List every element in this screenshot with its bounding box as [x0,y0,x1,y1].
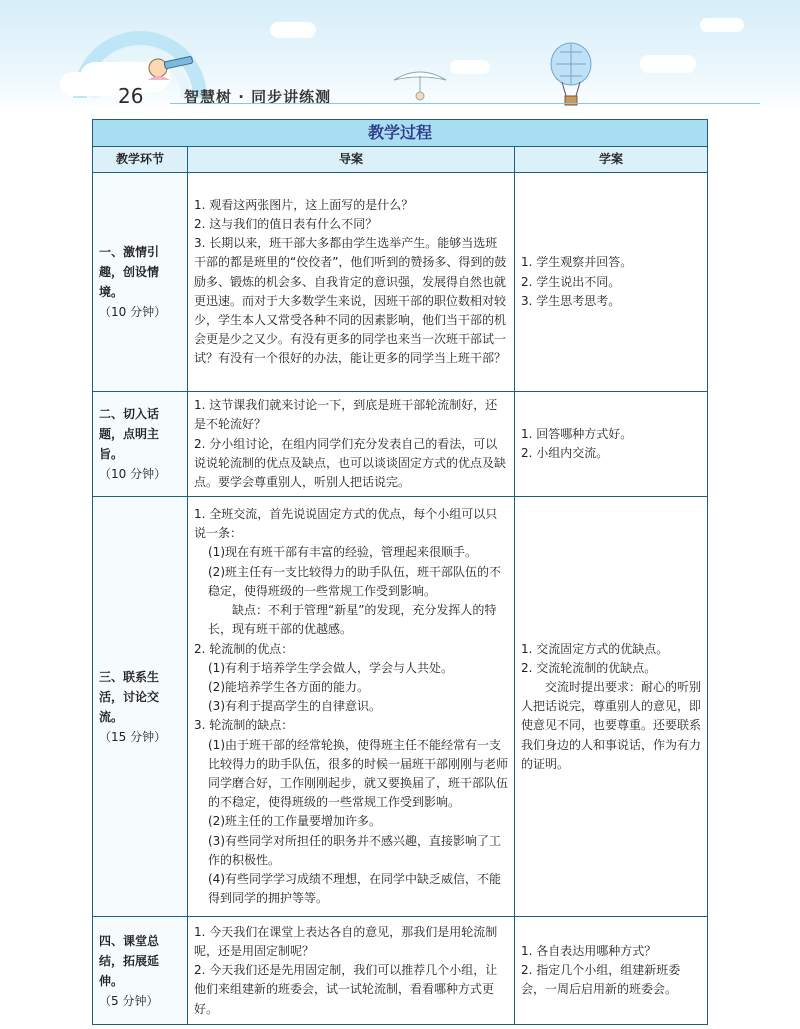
guide-item: 3. 长期以来，班干部大多都由学生选举产生。能够当选班干部的都是班里的“佼佼者”，他们听到的赞扬多、得到的鼓励多、锻炼的机会多、自我肯定的意识强，发展得自然也就更迅速。而对于大多数学生来说，因班干部的职位数相对较少，学生本人又常受各种不同的因素影响，他们当干部的机会更是少之又少。有没有更多的同学也来当一次班干部试一试？有没有一个很好的办法，能让更多的同学当上班干部？ [194,236,507,366]
child-telescope-icon [140,50,200,90]
step-label: 二、切入话题，点明主旨。 [99,407,160,462]
guide-cell [188,173,515,392]
guide-item: 1. 今天我们在课堂上表达各自的意见，那我们是用轮流制呢，还是用固定制呢？ [194,924,498,958]
column-header-study: 学案 [515,147,708,173]
guide-subitem: (4)有些同学学习成绩不理想，在同学中缺乏威信，不能得到同学的拥护等等。 [208,871,502,906]
step-label: 三、联系生活，讨论交流。 [99,669,160,724]
cloud-decoration [270,22,316,38]
header-divider [170,103,760,104]
cloud-decoration [700,18,744,32]
step-cell [93,917,188,1025]
guide-item: 1. 这节课我们就来讨论一下，到底是班干部轮流制好，还是不轮流好？ [194,398,498,432]
step-cell [93,497,188,917]
guide-cell [188,392,515,497]
guide-subitem: (2)班主任有一支比较得力的助手队伍，班干部队伍的不稳定，使得班级的一些常规工作受到影响。 [208,564,502,598]
step-time: （10 分钟） [99,305,167,320]
study-item: 1. 学生观察并回答。 [521,255,633,270]
guide-item: 3. 轮流制的缺点： [194,718,294,733]
cloud-decoration [60,72,120,96]
study-item: 2. 指定几个小组，组建新班委会，一周后启用新的班委会。 [521,963,681,997]
guide-subitem: (2)能培养学生各方面的能力。 [208,679,369,694]
step-label: 四、课堂总结，拓展延伸。 [99,933,160,988]
table-row [93,173,708,392]
page-header [0,0,800,112]
study-item: 2. 小组内交流。 [521,446,609,461]
step-time: （15 分钟） [99,729,167,744]
study-note: 交流时提出要求：耐心的听别人把话说完，尊重别人的意见，即使意见不同，也要尊重。还要联系我们身边的人和事说话，作为有力的证明。 [521,679,702,771]
study-cell [515,497,708,917]
guide-item: 1. 观看这两张图片，这上面写的是什么？ [194,197,414,212]
study-cell [515,173,708,392]
study-cell [515,392,708,497]
study-item: 2. 交流轮流制的优缺点。 [521,660,657,675]
guide-item: 1. 全班交流，首先说说固定方式的优点，每个小组可以只说一条： [194,507,498,541]
glider-icon [390,66,450,102]
cloud-decoration [640,55,696,73]
table-row [93,392,708,497]
study-cell [515,917,708,1025]
table-title: 教学过程 [93,120,708,147]
guide-cell [188,917,515,1025]
cloud-decoration [450,60,490,74]
step-cell [93,392,188,497]
guide-item: 2. 轮流制的优点： [194,641,294,656]
table-row [93,917,708,1025]
book-title: 智慧树 · 同步讲练测 [184,88,332,106]
step-label: 一、激情引趣，创设情境。 [99,245,160,300]
study-item: 3. 学生思考思考。 [521,293,621,308]
column-header-step: 教学环节 [93,147,188,173]
guide-subitem: (3)有些同学对所担任的职务并不感兴趣，直接影响了工作的积极性。 [208,833,502,867]
guide-item: 2. 分小组讨论，在组内同学们充分发表自己的看法，可以说说轮流制的优点及缺点，也可以谈谈固定方式的优点及缺点。要学会尊重别人，听别人把话说完。 [194,436,507,490]
study-item: 1. 回答哪种方式好。 [521,427,633,441]
step-time: （5 分钟） [99,993,159,1008]
guide-cell [188,497,515,917]
study-item: 2. 学生说出不同。 [521,274,621,289]
guide-note: 缺点：不利于管理“新星”的发现，充分发挥人的特长，现有班干部的优越感。 [208,603,497,637]
guide-item: 2. 这与我们的值日表有什么不同？ [194,216,378,231]
study-item: 1. 交流固定方式的优缺点。 [521,641,669,656]
column-header-guide: 导案 [188,147,515,173]
step-time: （10 分钟） [99,467,167,482]
guide-subitem: (2)班主任的工作量要增加许多。 [208,814,381,829]
guide-subitem: (1)由于班干部的经常轮换，使得班主任不能经常有一支比较得力的助手队伍，很多的时候一届班干部刚刚与老师同学磨合好，工作刚刚起步，就又要换届了，班干部队伍的不稳定，使得班级的一些常规工作受到影响。 [208,737,509,810]
teaching-process-table [92,119,708,1025]
page-number: 26 [118,84,144,108]
table-row [93,497,708,917]
hot-air-balloon-icon [548,42,594,108]
step-cell [93,173,188,392]
guide-subitem: (1)有利于培养学生学会做人，学会与人共处。 [208,660,453,675]
guide-item: 2. 今天我们还是先用固定制，我们可以推荐几个小组，让他们来组建新的班委会，试一试轮流制，看看哪种方式更好。 [194,963,498,1016]
guide-subitem: (3)有利于提高学生的自律意识。 [208,699,381,714]
guide-subitem: (1)现在有班干部有丰富的经验，管理起来很顺手。 [208,545,477,560]
study-item: 1. 各自表达用哪种方式？ [521,943,657,958]
